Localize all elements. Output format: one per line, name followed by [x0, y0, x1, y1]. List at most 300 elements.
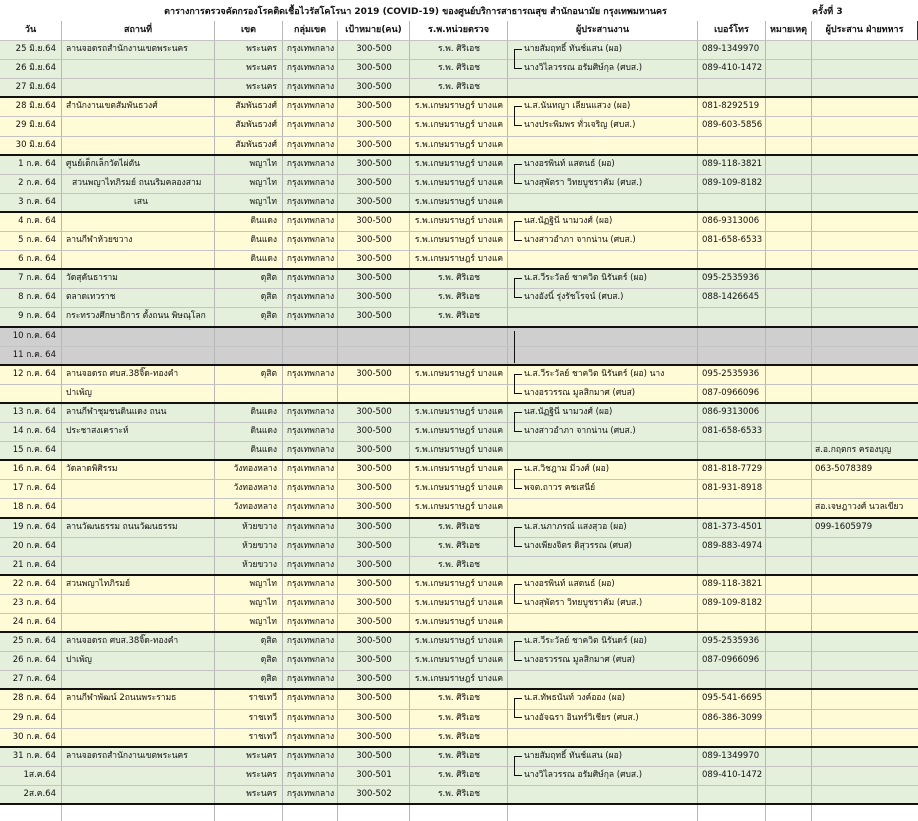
coordinator-name: น.ส.วิชฎาม มีวงศ์ (ผอ)	[524, 464, 610, 475]
date-cell: 25 ก.ค. 64	[12, 636, 56, 647]
target-cell: 300-500	[356, 158, 392, 169]
target-cell	[338, 384, 410, 403]
date-cell: 16 ก.ค. 64	[12, 464, 56, 475]
zone-cell	[283, 384, 338, 403]
district-cell: วังทองหลาง	[233, 464, 277, 475]
target-cell: 300-500	[356, 311, 392, 322]
zone-cell: กรุงเทพกลาง	[286, 426, 335, 436]
target-cell: 300-500	[356, 674, 392, 685]
zone-cell: กรุงเทพกลาง	[286, 139, 335, 150]
coordinator-name: นางประพิมพร ทั่วเจริญ (ศบส.)	[524, 120, 636, 131]
coordinator-phone: 089-883-4974	[702, 540, 763, 551]
coordinator-phone: 086-9313006	[702, 406, 760, 417]
date-cell: 31 ก.ค. 64	[12, 750, 56, 761]
date-cell: 26 มิ.ย.64	[15, 63, 56, 74]
coordinator-name: พจต.ถาวร คชเสนีย์	[524, 483, 596, 494]
header-col-date: วัน	[0, 21, 62, 40]
coordinator-bracket	[514, 756, 522, 776]
coordinator-phone: 089-410-1472	[702, 63, 763, 74]
coordinator-bracket	[514, 106, 522, 126]
date-cell: 20 ก.ค. 64	[12, 540, 56, 551]
hospital-cell: ร.พ. ศิริเอช	[437, 559, 480, 570]
table-row	[0, 594, 918, 613]
target-cell: 300-500	[356, 101, 392, 112]
coordinator-name: นางอัจฉรา อินทร์วิเชียร (ศบส.)	[524, 712, 639, 723]
date-cell: 6 ก.ค. 64	[18, 254, 56, 265]
district-cell: ราชเทวี	[248, 731, 277, 742]
zone-cell: กรุงเทพกลาง	[286, 235, 335, 245]
zone-cell: กรุงเทพกลาง	[286, 750, 335, 761]
coordinator-name: นางอรวรรณ มูลสิกมาศ (ศบส)	[524, 387, 636, 398]
target-cell: 300-500	[356, 750, 392, 761]
zone-cell: กรุงเทพกลาง	[286, 254, 335, 265]
target-cell: 300-500	[356, 731, 392, 742]
table-row	[0, 498, 918, 517]
coordinator-phone: 087-0966096	[702, 387, 760, 398]
coordinator-name: นางวิไลวรรณ อรัมศิษ์กุล (ศบส.)	[524, 769, 643, 780]
table-row	[0, 59, 918, 78]
hospital-cell: ร.พ.เกษมราษฎร์ บางแค	[414, 196, 504, 207]
coordinator-bracket	[514, 412, 522, 432]
district-cell: ดุสิต	[260, 674, 277, 685]
place-text: ประชาสงเคราะห์	[66, 426, 129, 436]
coordinator-name: นส.นัฏฐินี นามวงศ์ (ผอ)	[524, 215, 613, 226]
coordinator-name: นางอรวรรณ มูลสิกมาศ (ศบส)	[524, 655, 636, 666]
target-cell: 300-500	[356, 368, 392, 379]
zone-cell: กรุงเทพกลาง	[286, 655, 335, 666]
date-cell: 26 ก.ค. 64	[12, 655, 56, 666]
coordinator-phone: 081-373-4501	[702, 521, 763, 532]
coordinator-name: น.ส.วีระวัลย์ ชาควิต นิรันดร์ (ผอ)	[524, 636, 647, 647]
coordinator-name: น.ส.นภาภรณ์ แสงสุวอ (ผอ)	[524, 521, 627, 532]
coordinator-bracket	[514, 374, 522, 394]
zone-cell: กรุงเทพกลาง	[286, 82, 335, 93]
hospital-cell	[410, 384, 508, 403]
hospital-cell: ร.พ.เกษมราษฎร์ บางแค	[414, 120, 504, 131]
date-cell: 23 ก.ค. 64	[12, 597, 56, 608]
coordinator-name: น.ส.นันทญา เลียนแสวง (ผอ)	[524, 101, 631, 112]
date-cell: 7 ก.ค. 64	[18, 273, 56, 284]
zone-cell: กรุงเทพกลาง	[286, 215, 335, 226]
coordinator-name: นางสุพัตรา วิทยบูชราคัม (ศบส.)	[524, 177, 643, 188]
date-cell: 9 ก.ค. 64	[18, 311, 56, 322]
date-cell: 30 ก.ค. 64	[12, 731, 56, 742]
coordinator-name: นางวิไลวรรณ อรัมศิษ์กุล (ศบส.)	[524, 63, 643, 74]
district-cell: ห้วยขวาง	[242, 540, 277, 551]
hospital-cell: ร.พ.เกษมราษฎร์ บางแค	[414, 578, 504, 589]
zone-cell: กรุงเทพกลาง	[286, 177, 335, 188]
target-cell: 300-500	[356, 44, 392, 54]
district-cell: พญาไท	[249, 196, 277, 207]
target-cell: 300-500	[356, 235, 392, 245]
district-cell	[215, 384, 281, 403]
table-row	[0, 728, 918, 747]
zone-cell: กรุงเทพกลาง	[286, 101, 335, 112]
military-note: 099-1605979	[815, 521, 873, 532]
district-cell: พญาไท	[249, 578, 277, 589]
header-col-zone: กลุ่มเขต	[283, 21, 338, 40]
coordinator-bracket	[514, 469, 522, 489]
place-text: วัดสุคันธาราม	[66, 273, 118, 284]
hospital-cell: ร.พ. ศิริเอช	[437, 292, 480, 303]
hospital-cell: ร.พ.เกษมราษฎร์ บางแค	[414, 483, 504, 494]
district-cell: ดุสิต	[260, 292, 277, 303]
hospital-cell: ร.พ.เกษมราษฎร์ บางแค	[414, 426, 504, 436]
place-text: สวนพญาไทภิรมย์ ถนนริมคลองสาม	[72, 177, 202, 188]
date-cell: 18 ก.ค. 64	[12, 502, 56, 513]
zone-cell: กรุงเทพกลาง	[286, 769, 335, 780]
hospital-cell: ร.พ.เกษมราษฎร์ บางแค	[414, 101, 504, 112]
zone-cell: กรุงเทพกลาง	[286, 502, 335, 513]
target-cell	[338, 346, 410, 365]
target-cell: 300-500	[356, 597, 392, 608]
date-cell: 11 ก.ค. 64	[12, 349, 56, 360]
date-cell: 2ส.ค.64	[23, 788, 56, 799]
zone-cell: กรุงเทพกลาง	[286, 617, 335, 627]
coordinator-phone: 095-2535936	[702, 273, 760, 284]
zone-cell: กรุงเทพกลาง	[286, 158, 335, 169]
district-cell: พญาไท	[249, 617, 277, 627]
date-cell: 4 ก.ค. 64	[18, 215, 56, 226]
table-row	[0, 785, 918, 804]
zone-cell: กรุงเทพกลาง	[286, 292, 335, 303]
table-row	[0, 556, 918, 575]
target-cell: 300-500	[356, 63, 392, 74]
place-text: ลานจอดรถ ศบส.38จิ๊ด-ทองคำ	[66, 636, 179, 647]
zone-cell: กรุงเทพกลาง	[286, 63, 335, 74]
hospital-cell: ร.พ. ศิริเอช	[437, 788, 480, 799]
district-cell: ดุสิต	[260, 273, 277, 284]
zone-cell: กรุงเทพกลาง	[286, 368, 335, 379]
zone-cell: กรุงเทพกลาง	[286, 578, 335, 589]
coordinator-phone: 089-603-5856	[702, 120, 763, 131]
coordinator-bracket	[514, 698, 522, 718]
table-row	[0, 250, 918, 269]
hospital-cell: ร.พ. ศิริเอช	[437, 693, 480, 704]
coordinator-phone: 086-9313006	[702, 215, 760, 226]
hospital-cell: ร.พ. ศิริเอช	[437, 44, 480, 54]
target-cell: 300-500	[356, 693, 392, 704]
date-cell: 19 ก.ค. 64	[12, 521, 56, 532]
target-cell: 300-500	[356, 636, 392, 647]
table-row	[0, 78, 918, 97]
table-row	[0, 479, 918, 498]
hospital-cell: ร.พ.เกษมราษฎร์ บางแค	[414, 502, 504, 513]
zone-cell	[283, 327, 338, 346]
table-row	[0, 116, 918, 135]
hospital-cell: ร.พ. ศิริเอช	[437, 521, 480, 532]
place-text: ลานวัฒนธรรม ถนนวัฒนธรรม	[66, 521, 178, 532]
zone-cell: กรุงเทพกลาง	[286, 120, 335, 131]
place-text: ลานจอดรถสำนักงานเขตพระนคร	[66, 750, 188, 761]
target-cell: 300-502	[356, 788, 392, 799]
zone-cell: กรุงเทพกลาง	[286, 464, 335, 475]
zone-cell: กรุงเทพกลาง	[286, 788, 335, 799]
coordinator-bracket	[514, 221, 522, 241]
header-col-coordinator: ผู้ประสานงาน	[508, 21, 698, 40]
district-cell: สัมพันธวงศ์	[235, 139, 277, 150]
coordinator-phone: 081-658-6533	[702, 235, 763, 245]
target-cell: 300-500	[356, 483, 392, 494]
hospital-cell: ร.พ.เกษมราษฎร์ บางแค	[414, 464, 504, 475]
zone-cell: กรุงเทพกลาง	[286, 445, 335, 456]
military-note: 063-5078389	[815, 464, 873, 475]
coordinator-name: นางอรพินท์ แสดนธ์ (ผอ)	[524, 158, 615, 169]
table-row	[0, 766, 918, 785]
district-cell: ดินแดง	[250, 445, 277, 456]
date-cell: 2 ก.ค. 64	[18, 177, 56, 188]
round-label: ครั้งที่ 3	[812, 7, 843, 17]
date-cell: 28 ก.ค. 64	[12, 693, 56, 704]
military-note: ส.อ.กฤตกร ครองบุญ	[815, 445, 892, 456]
target-cell: 300-500	[356, 120, 392, 131]
coordinator-name: น.ส.วีระวัลย์ ชาควิต นิรันดร์ (ผอ)	[524, 273, 647, 284]
table-row	[0, 136, 918, 155]
target-cell: 300-500	[356, 292, 392, 303]
target-cell: 300-500	[356, 82, 392, 93]
district-cell: ดินแดง	[250, 235, 277, 245]
date-cell: 17 ก.ค. 64	[12, 483, 56, 494]
hospital-cell: ร.พ.เกษมราษฎร์ บางแค	[414, 235, 504, 245]
place-text: ตลาดเทวราช	[66, 292, 116, 303]
header-col-note: หมายเหตุ	[766, 21, 812, 40]
table-row	[0, 327, 918, 346]
hospital-cell	[410, 327, 508, 346]
place-text: ลานกีฬาห้วยขวาง	[66, 235, 133, 245]
hospital-cell: ร.พ. ศิริเอช	[437, 273, 480, 284]
coordinator-bracket	[514, 278, 522, 298]
coordinator-phone: 089-410-1472	[702, 769, 763, 780]
date-cell: 3 ก.ค. 64	[18, 196, 56, 207]
sheet-title: ตารางการตรวจคัดกรองโรคติดเชื้อไวรัสโคโรนา 2019 (COVID-19) ของศูนย์บริการสาธารณสุข สำนักอนามัย กรุงเทพมหานคร	[164, 7, 667, 17]
hospital-cell: ร.พ.เกษมราษฎร์ บางแค	[414, 368, 504, 379]
target-cell: 300-500	[356, 559, 392, 570]
header-col-target: เป้าหมาย(คน)	[338, 21, 410, 40]
date-cell: 1ส.ค.64	[23, 769, 56, 780]
district-cell: พญาไท	[249, 597, 277, 608]
hospital-cell: ร.พ. ศิริเอช	[437, 750, 480, 761]
coordinator-phone: 089-109-8182	[702, 597, 763, 608]
district-cell: ราชเทวี	[248, 712, 277, 723]
hospital-cell: ร.พ. ศิริเอช	[437, 769, 480, 780]
zone-cell: กรุงเทพกลาง	[286, 597, 335, 608]
target-cell: 300-500	[356, 445, 392, 456]
district-cell: พระนคร	[246, 788, 277, 799]
zone-cell: กรุงเทพกลาง	[286, 693, 335, 704]
target-cell: 300-500	[356, 464, 392, 475]
hospital-cell: ร.พ. ศิริเอช	[437, 540, 480, 551]
date-cell	[2, 384, 60, 403]
zone-cell: กรุงเทพกลาง	[286, 674, 335, 685]
date-cell: 1 ก.ค. 64	[18, 158, 56, 169]
gray-row-marker	[514, 331, 515, 363]
hospital-cell: ร.พ.เกษมราษฎร์ บางแค	[414, 177, 504, 188]
district-cell	[215, 327, 281, 346]
coordinator-phone: 081-931-8918	[702, 483, 763, 494]
zone-cell: กรุงเทพกลาง	[286, 273, 335, 284]
coordinator-phone: 081-818-7729	[702, 464, 763, 475]
coordinator-phone: 087-0966096	[702, 655, 760, 666]
hospital-cell: ร.พ.เกษมราษฎร์ บางแค	[414, 655, 504, 666]
header-col-district: เขต	[215, 21, 283, 40]
coordinator-phone: 086-386-3099	[702, 712, 763, 723]
district-cell: ดินแดง	[250, 215, 277, 226]
zone-cell: กรุงเทพกลาง	[286, 311, 335, 322]
date-cell: 29 ก.ค. 64	[12, 712, 56, 723]
coordinator-name: น.ส.วีระวัลย์ ชาควิต นิรันดร์ (ผอ) นาง	[524, 368, 665, 379]
header-col-military: ผู้ประสาน ฝ่ายทหาร	[812, 21, 918, 40]
date-cell: 12 ก.ค. 64	[12, 368, 56, 379]
hospital-cell: ร.พ.เกษมราษฎร์ บางแค	[414, 139, 504, 150]
zone-cell: กรุงเทพกลาง	[286, 731, 335, 742]
target-cell: 300-500	[356, 254, 392, 265]
coordinator-bracket	[514, 49, 522, 69]
date-cell: 27 มิ.ย.64	[15, 82, 56, 93]
coordinator-name: นางอรพินท์ แสดนธ์ (ผอ)	[524, 578, 615, 589]
zone-cell: กรุงเทพกลาง	[286, 540, 335, 551]
coordinator-phone: 089-118-3821	[702, 578, 763, 589]
target-cell: 300-500	[356, 139, 392, 150]
coordinator-phone: 089-1349970	[702, 44, 760, 54]
target-cell: 300-500	[356, 578, 392, 589]
table-row	[0, 537, 918, 556]
coordinator-phone: 089-1349970	[702, 750, 760, 761]
coordinator-name: นางสุพัตรา วิทยบูชราคัม (ศบส.)	[524, 597, 643, 608]
district-cell: ดุสิต	[260, 636, 277, 647]
coordinator-phone: 095-2535936	[702, 636, 760, 647]
place-text: สำนักงานเขตสัมพันธวงศ์	[66, 101, 158, 112]
district-cell: ห้วยขวาง	[242, 559, 277, 570]
coordinator-phone: 089-118-3821	[702, 158, 763, 169]
date-cell: 29 มิ.ย.64	[15, 120, 56, 131]
zone-cell: กรุงเทพกลาง	[286, 196, 335, 207]
hospital-cell: ร.พ. ศิริเอช	[437, 712, 480, 723]
coordinator-phone: 088-1426645	[702, 292, 760, 303]
hospital-cell: ร.พ. ศิริเอช	[437, 311, 480, 322]
target-cell: 300-500	[356, 406, 392, 417]
table-row	[0, 670, 918, 689]
district-cell: พระนคร	[246, 44, 277, 54]
coordinator-bracket	[514, 641, 522, 661]
place-text: วัดลาดพิศิรรม	[66, 464, 118, 475]
coordinator-name: น.ส.ทัพธนันท์ วงค์ออง (ผอ)	[524, 693, 626, 704]
header-col-place: สถานที่	[62, 21, 215, 40]
target-cell: 300-500	[356, 502, 392, 513]
military-note: สอ.เจษฎาวงศ์ นวลเขียว	[815, 502, 904, 513]
coordinator-phone: 081-658-6533	[702, 426, 763, 436]
hospital-cell: ร.พ.เกษมราษฎร์ บางแค	[414, 445, 504, 456]
district-cell: พระนคร	[246, 769, 277, 780]
date-cell: 21 ก.ค. 64	[12, 559, 56, 570]
header-col-phone: เบอร์โทร	[698, 21, 766, 40]
date-cell: 28 มิ.ย.64	[15, 101, 56, 112]
coordinator-name: นางอังนิ์ รุ่งรัชโรจน์ (ศบส.)	[524, 292, 624, 303]
date-cell: 25 มิ.ย.64	[15, 44, 56, 54]
coordinator-bracket	[514, 527, 522, 547]
target-cell: 300-501	[356, 769, 392, 780]
target-cell: 300-500	[356, 617, 392, 627]
date-cell: 24 ก.ค. 64	[12, 617, 56, 627]
district-cell	[215, 346, 281, 365]
target-cell: 300-500	[356, 196, 392, 207]
zone-cell: กรุงเทพกลาง	[286, 406, 335, 417]
coordinator-bracket	[514, 584, 522, 604]
target-cell: 300-500	[356, 215, 392, 226]
district-cell: วังทองหลาง	[233, 483, 277, 494]
hospital-cell: ร.พ.เกษมราษฎร์ บางแค	[414, 254, 504, 265]
table-row	[0, 346, 918, 365]
hospital-cell: ร.พ.เกษมราษฎร์ บางแค	[414, 636, 504, 647]
title-row	[0, 0, 918, 22]
coordinator-phone: 095-541-6695	[702, 693, 763, 704]
date-cell: 10 ก.ค. 64	[12, 330, 56, 341]
target-cell: 300-500	[356, 521, 392, 532]
place-text: กระทรวงศึกษาธิการ ตั้งถนน พิษณุโลก	[66, 311, 206, 322]
hospital-cell: ร.พ.เกษมราษฎร์ บางแค	[414, 617, 504, 627]
district-cell: ดินแดง	[250, 254, 277, 265]
place-text: ลานจอดรถสำนักงานเขตพระนคร	[66, 44, 188, 54]
hospital-cell	[410, 346, 508, 365]
coordinator-name: นางเพียงจิตร ดิสุวรรณ (ศบส)	[524, 540, 632, 551]
district-cell: ดินแดง	[250, 406, 277, 417]
coordinator-phone: 095-2535936	[702, 368, 760, 379]
coordinator-name: นายสัมฤทธิ์ ทันช์แสน (ผอ)	[524, 44, 623, 54]
coordinator-name: นางสาวอำภา จากน่าน (ศบส.)	[524, 235, 636, 245]
place-text: ปาเพ้ญ	[66, 387, 92, 398]
zone-cell: กรุงเทพกลาง	[286, 44, 335, 54]
date-cell: 15 ก.ค. 64	[12, 445, 56, 456]
date-cell: 27 ก.ค. 64	[12, 674, 56, 685]
district-cell: ดุสิต	[260, 655, 277, 666]
hospital-cell: ร.พ. ศิริเอช	[437, 731, 480, 742]
table-row	[0, 441, 918, 460]
header-col-hospital: ร.พ.หน่วยตรวจ	[410, 21, 508, 40]
district-cell: พระนคร	[246, 750, 277, 761]
target-cell: 300-500	[356, 426, 392, 436]
coordinator-phone: 089-109-8182	[702, 177, 763, 188]
place-text: ลานจอดรถ ศบส.38จิ๊ด-ทองคำ	[66, 368, 179, 379]
hospital-cell: ร.พ. ศิริเอช	[437, 63, 480, 74]
hospital-cell: ร.พ.เกษมราษฎร์ บางแค	[414, 158, 504, 169]
date-cell: 5 ก.ค. 64	[18, 235, 56, 245]
place-text: ปาเพ้ญ	[66, 655, 92, 666]
place-text: ลานกีฬาพัฒน์ 2ถนนพระรามธ	[66, 693, 177, 704]
district-cell: ดุสิต	[260, 311, 277, 322]
district-cell: พญาไท	[249, 158, 277, 169]
table-row	[0, 613, 918, 632]
place-text: ศูนย์เด็กเล็กวัดไผ่ตัน	[66, 158, 140, 169]
hospital-cell: ร.พ.เกษมราษฎร์ บางแค	[414, 215, 504, 226]
district-cell: ดินแดง	[250, 426, 277, 436]
zone-cell: กรุงเทพกลาง	[286, 712, 335, 723]
date-cell: 8 ก.ค. 64	[18, 292, 56, 303]
table-row	[0, 709, 918, 728]
hospital-cell: ร.พ.เกษมราษฎร์ บางแค	[414, 674, 504, 685]
coordinator-bracket	[514, 164, 522, 184]
target-cell: 300-500	[356, 712, 392, 723]
zone-cell	[283, 346, 338, 365]
coordinator-phone: 081-8292519	[702, 101, 760, 112]
zone-cell: กรุงเทพกลาง	[286, 559, 335, 570]
place-text: สวนพญาไทภิรมย์	[66, 578, 131, 589]
date-cell: 30 มิ.ย.64	[15, 139, 56, 150]
target-cell: 300-500	[356, 273, 392, 284]
target-cell	[338, 327, 410, 346]
hospital-cell: ร.พ.เกษมราษฎร์ บางแค	[414, 597, 504, 608]
district-cell: วังทองหลาง	[233, 502, 277, 513]
zone-cell: กรุงเทพกลาง	[286, 521, 335, 532]
district-cell: พระนคร	[246, 82, 277, 93]
